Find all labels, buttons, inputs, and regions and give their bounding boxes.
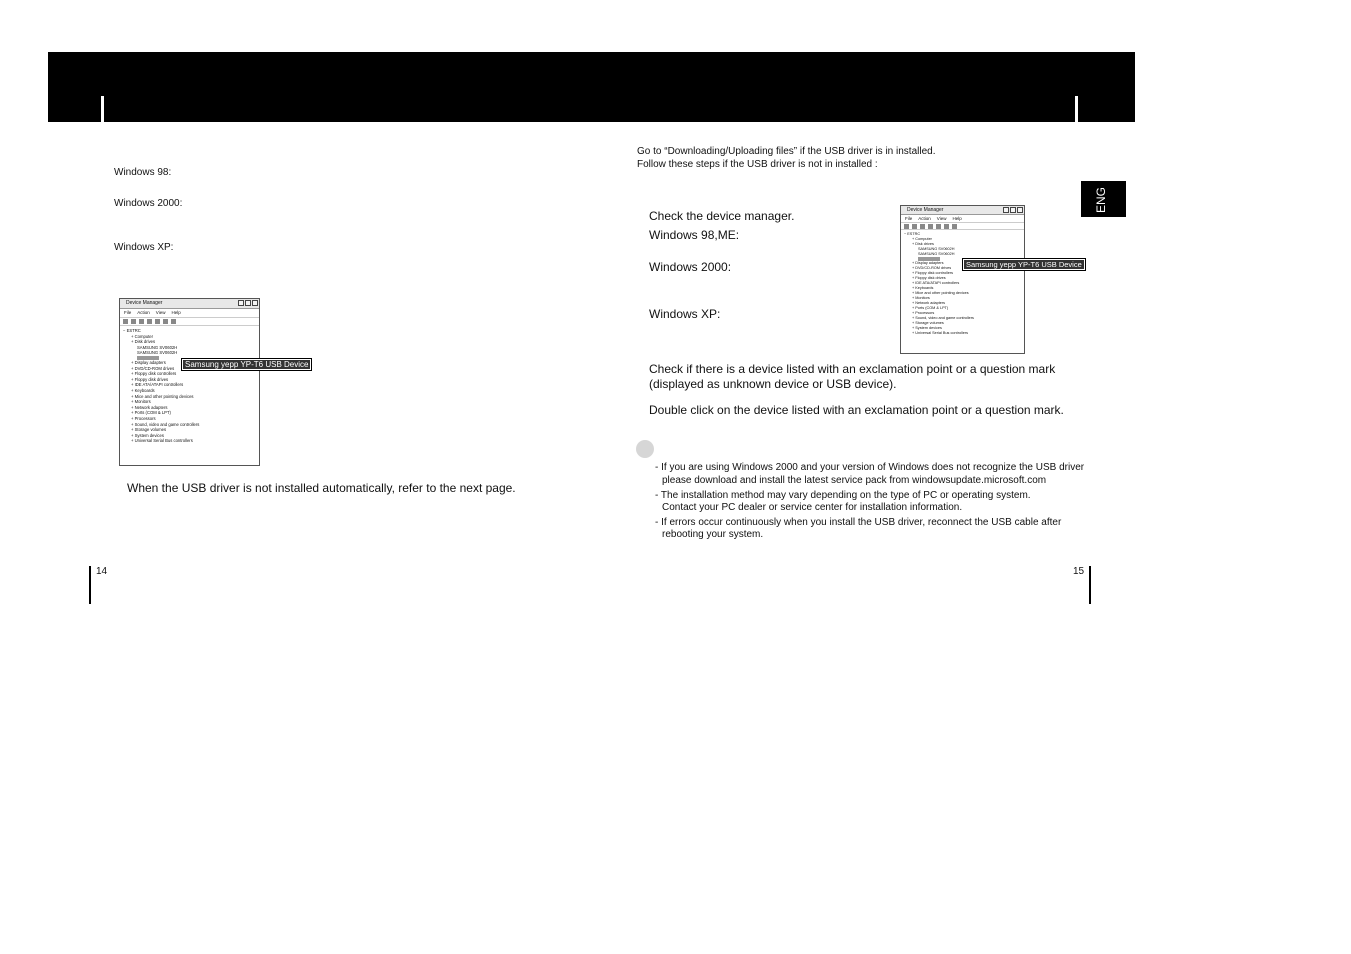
dm-menu-action: Action	[918, 216, 931, 221]
dm-menu-view: View	[155, 310, 166, 315]
note-2-line-2: Contact your PC dealer or service center for installation information.	[662, 502, 963, 513]
dm-tree-item: + Storage volumes	[912, 321, 944, 325]
dm-tree-item: SAMSUNG SV0602H	[918, 252, 955, 256]
note-3-line-2: rebooting your system.	[662, 529, 764, 540]
windowsxp-label-right: Windows XP:	[649, 307, 721, 321]
windows98me-label: Windows 98,ME:	[649, 228, 740, 242]
dm-tree-item: + DVD/CD-ROM drives	[131, 365, 175, 371]
windows2000-label-right: Windows 2000:	[649, 260, 732, 274]
check-device-manager: Check the device manager.	[649, 209, 795, 223]
header-tick-left	[101, 96, 104, 122]
note-1-line-2: please download and install the latest service pack from windowsupdate.microsoft.com	[662, 475, 1047, 486]
dm-tree-item: + Monitors	[912, 296, 930, 300]
back-icon	[123, 319, 128, 324]
dm-tree-item: + Display adapters	[912, 261, 944, 265]
dm-menu-file: File	[124, 310, 132, 315]
left-note: When the USB driver is not installed automatically, refer to the next page.	[127, 481, 516, 495]
dm-tree	[901, 230, 1024, 338]
dm-tree-item: SAMSUNG SV0602H	[918, 247, 955, 251]
properties-icon	[139, 319, 144, 324]
refresh-icon	[147, 319, 152, 324]
dm-menu-bar	[901, 215, 1024, 223]
page-number-right: 15	[1073, 566, 1085, 577]
dm-title-bar	[901, 206, 1024, 215]
dm-tree-item: + System devices	[131, 432, 164, 438]
maximize-icon	[1010, 207, 1016, 213]
dm-tree-item: + Floppy disk controllers	[912, 271, 954, 275]
windows2000-label: Windows 2000:	[114, 198, 183, 209]
dm-window-buttons	[1003, 207, 1023, 213]
dm-tree-item: + IDE ATA/ATAPI controllers	[912, 281, 960, 285]
dm-menu-help: Help	[171, 310, 181, 315]
dm-tree-item: + Computer	[131, 333, 153, 339]
forward-icon	[912, 224, 917, 229]
header-tick-right	[1075, 96, 1078, 122]
dm-tree-item: + Floppy disk drives	[912, 276, 946, 280]
dm-tree-item: + Network adapters	[131, 404, 168, 410]
dm-menu-view: View	[936, 216, 947, 221]
back-icon	[904, 224, 909, 229]
close-icon	[252, 300, 258, 306]
dm-tree-item: + Disk drives	[131, 339, 156, 345]
dm-tree-item: + Floppy disk controllers	[131, 371, 177, 377]
dm-toolbar	[120, 318, 259, 326]
intro-line-1: Go to “Downloading/Uploading files” if the USB driver is in installed.	[637, 146, 936, 157]
maximize-icon	[245, 300, 251, 306]
usb-device-callout-left: Samsung yepp YP-T6 USB Device	[181, 358, 312, 371]
help-icon	[944, 224, 949, 229]
page-number-left: 14	[96, 566, 108, 577]
dm-toolbar	[901, 223, 1024, 230]
dm-tree-item: + Sound, video and game controllers	[912, 316, 974, 320]
dm-tree-item: + Mice and other pointing devices	[131, 393, 194, 399]
dm-tree-item: + Display adapters	[131, 359, 166, 365]
device-manager-window-right	[900, 205, 1025, 354]
scan-icon	[952, 224, 957, 229]
dm-tree-item: + Universal Serial Bus controllers	[131, 438, 193, 444]
check-exclamation-line-1: Check if there is a device listed with an exclamation point or a question mark	[649, 362, 1056, 376]
dm-tree-item: SAMSUNG SV0602H	[137, 350, 178, 356]
dm-tree-item: + Processors	[131, 415, 156, 421]
dm-tree-item: + Monitors	[131, 399, 151, 405]
dm-menu-bar	[120, 309, 259, 318]
dm-tree-item: + Keyboards	[131, 387, 155, 393]
dm-tree-item: + Universal Serial Bus controllers	[912, 331, 969, 335]
minimize-icon	[238, 300, 244, 306]
header-bar	[48, 52, 1135, 122]
print-icon	[155, 319, 160, 324]
dm-tree	[120, 326, 259, 446]
eng-tab	[1081, 181, 1126, 217]
scan-icon	[171, 319, 176, 324]
dm-tree-item: + Ports (COM & LPT)	[912, 306, 949, 310]
close-icon	[1017, 207, 1023, 213]
forward-icon	[131, 319, 136, 324]
note-3-line-1: - If errors occur continuously when you install the USB driver, reconnect the USB cable after	[655, 517, 1062, 528]
print-icon	[936, 224, 941, 229]
dm-tree-item: + Floppy disk drives	[131, 376, 169, 382]
dm-tree-item: + System devices	[912, 326, 942, 330]
dm-tree-item: + Sound, video and game controllers	[131, 421, 200, 427]
double-click-instruction: Double click on the device listed with an exclamation point or a question mark.	[649, 403, 1064, 417]
dm-tree-item: + DVD/CD-ROM drives	[912, 266, 952, 270]
properties-icon	[920, 224, 925, 229]
windows98-label: Windows 98:	[114, 167, 172, 178]
dm-tree-item: + Network adapters	[912, 301, 946, 305]
refresh-icon	[928, 224, 933, 229]
page-rule-right	[1089, 566, 1091, 604]
dm-tree-item: SAMSUNG SV0602H	[137, 344, 178, 350]
dm-tree-item: + Disk drives	[912, 242, 934, 246]
dm-menu-file: File	[905, 216, 913, 221]
usb-device-callout-right: Samsung yepp YP-T6 USB Device	[962, 258, 1086, 271]
dm-tree-item: − ESTRC	[904, 232, 921, 236]
dm-tree-item: + Storage volumes	[131, 427, 167, 433]
dm-title: Device Manager	[907, 207, 944, 213]
dm-title-bar	[120, 299, 259, 309]
dm-title: Device Manager	[126, 300, 163, 306]
note-icon	[636, 440, 654, 458]
eng-tab-label: ENG	[1094, 187, 1108, 214]
dm-tree-item: + Mice and other pointing devices	[912, 291, 969, 295]
dm-tree-item: + Processors	[912, 311, 935, 315]
dm-tree-item: − ESTRC	[123, 328, 141, 333]
intro-line-2: Follow these steps if the USB driver is not in installed :	[637, 159, 878, 170]
windowsxp-label: Windows XP:	[114, 242, 174, 253]
help-icon	[163, 319, 168, 324]
note-1-line-1: - If you are using Windows 2000 and your version of Windows does not recognize the USB driver	[655, 462, 1085, 473]
device-manager-window-left	[119, 298, 260, 466]
check-exclamation-line-2: (displayed as unknown device or USB device).	[649, 377, 897, 391]
dm-menu-help: Help	[952, 216, 962, 221]
dm-window-buttons	[238, 300, 258, 306]
dm-tree-item: + Computer	[912, 237, 932, 241]
dm-menu-action: Action	[137, 310, 150, 315]
note-2-line-1: - The installation method may vary depending on the type of PC or operating system.	[655, 490, 1031, 501]
dm-tree-item: + Keyboards	[912, 286, 934, 290]
minimize-icon	[1003, 207, 1009, 213]
dm-tree-item: + Ports (COM & LPT)	[131, 410, 171, 416]
dm-tree-item: + IDE ATA/ATAPI controllers	[131, 382, 184, 388]
page-rule-left	[89, 566, 91, 604]
